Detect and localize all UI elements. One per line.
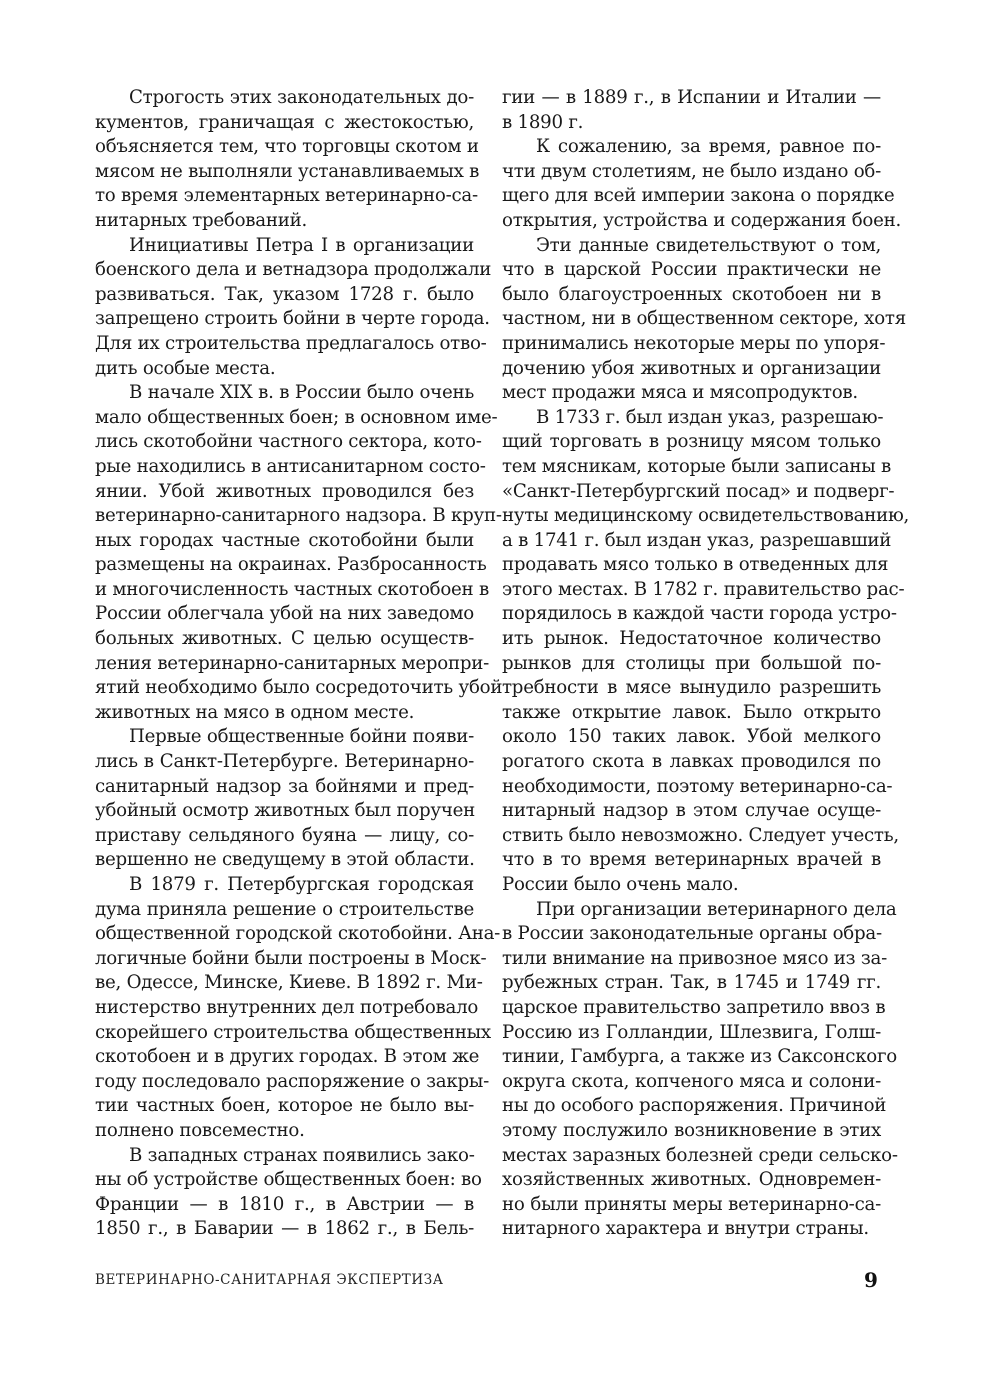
paragraph-first-line: В начале XIX в. в России было очень [129, 382, 474, 404]
text-line: этого местах. В 1782 г. правительство рас- [502, 578, 905, 600]
text-line: янии. Убой животных проводился без [95, 480, 474, 502]
text-line: году последовало распоряжение о закры- [95, 1070, 490, 1092]
text-line: а в 1741 г. был издан указ, разрешавший [502, 529, 892, 551]
text-line: частном, ни в общественном секторе, хотя [502, 308, 906, 330]
text-line: Россию из Голландии, Шлезвига, Голш- [502, 1021, 881, 1043]
text-line: щего для всей империи закона о порядке [502, 185, 895, 207]
text-line: санитарный надзор за бойнями и пред- [95, 775, 474, 797]
text-line: чти двум столетиям, не было издано об- [502, 160, 881, 182]
text-line: открытия, устройства и содержания боен. [502, 209, 902, 231]
text-line: Для их строительства предлагалось отво- [95, 332, 487, 354]
text-line: но были приняты меры ветеринарно-са- [502, 1193, 881, 1215]
text-line: нуты медицинскому освидетельствованию, [502, 505, 910, 527]
text-line: боенского дела и ветнадзора продолжали [95, 259, 492, 281]
text-line: этому послужило возникновение в этих [502, 1119, 881, 1141]
text-line: тинии, Гамбурга, а также из Саксонского [502, 1046, 897, 1068]
text-line: и многочисленность частных скотобоен в [95, 578, 489, 600]
text-line: необходимости, поэтому ветеринарно-са- [502, 775, 893, 797]
text-line: дочению убоя животных и организации [502, 357, 881, 379]
text-line: мест продажи мяса и мясопродуктов. [502, 382, 858, 404]
text-line: рогатого скота в лавках проводился по [502, 751, 881, 773]
text-line: ны до особого распоряжения. Причиной [502, 1095, 887, 1117]
text-line: рые находились в антисанитарном состо- [95, 455, 486, 477]
text-line: тии частных боен, которое не было вы- [95, 1095, 474, 1117]
text-line: ствить было невозможно. Следует учесть, [502, 824, 899, 846]
text-line: было благоустроенных скотобоен ни в [502, 283, 881, 305]
paragraph-first-line: К сожалению, за время, равное по- [536, 136, 881, 158]
text-line: полнено повсеместно. [95, 1119, 305, 1141]
text-line: мало общественных боен; в основном име- [95, 406, 498, 428]
text-line: порядилось в каждой части города устро- [502, 603, 897, 625]
text-line: ить рынок. Недостаточное количество [502, 628, 881, 650]
text-line: местах заразных болезней среди сельско- [502, 1144, 898, 1166]
text-line: объясняется тем, что торговцы скотом и [95, 136, 479, 158]
text-line: скотобоен и в других городах. В этом же [95, 1046, 480, 1068]
text-line: царское правительство запретило ввоз в [502, 996, 886, 1018]
text-line: России облегчала убой на них заведомо [95, 603, 474, 625]
paragraph-first-line: В западных странах появились зако- [129, 1144, 475, 1166]
text-line: лись в Санкт-Петербурге. Ветеринарно- [95, 751, 474, 773]
paragraph-first-line: При организации ветеринарного дела [536, 898, 897, 920]
text-line: щий торговать в розницу мясом только [502, 431, 881, 453]
text-line: общественной городской скотобойни. Ана- [95, 923, 501, 945]
text-line: убойный осмотр животных был поручен [95, 800, 476, 822]
text-line: дума приняла решение о строительстве [95, 898, 474, 920]
text-line: скорейшего строительства общественных [95, 1021, 491, 1043]
text-line: рубежных стран. Так, в 1745 и 1749 гг. [502, 972, 881, 994]
paragraph-first-line: Строгость этих законодательных до- [129, 87, 474, 108]
text-line: больных животных. С целью осуществ- [95, 628, 474, 650]
paragraph-first-line: Эти данные свидетельствуют о том, [536, 234, 881, 256]
text-line: России было очень мало. [502, 874, 739, 895]
text-line: гии — в 1889 г., в Испании и Италии — [502, 87, 881, 108]
text-line: приставу сельдяного буяна — лицу, со- [95, 824, 474, 846]
text-line: вершенно не сведущему в этой области. [95, 849, 475, 871]
text-line: что в то время ветеринарных врачей в [502, 849, 881, 871]
text-line: также открытие лавок. Было открыто [502, 701, 881, 723]
text-line: размещены на окраинах. Разбросанность [95, 554, 487, 576]
text-line: продавать мясо только в отведенных для [502, 554, 889, 576]
text-line: нитарного характера и внутри страны. [502, 1218, 869, 1240]
text-line: мясом не выполняли устанавливаемых в [95, 160, 480, 182]
text-line: ветеринарно-санитарного надзора. В круп- [95, 505, 502, 527]
text-line: требности в мясе вынудило разрешить [502, 677, 881, 699]
text-line: 1850 г., в Баварии — в 1862 г., в Бель- [95, 1218, 474, 1240]
text-line: ления ветеринарно-санитарных меропри- [95, 652, 489, 674]
text-line: лись скотобойни частного сектора, кото- [95, 431, 482, 453]
text-line: ны об устройстве общественных боен: во [95, 1169, 482, 1191]
text-line: нитарный надзор в этом случае осуще- [502, 800, 881, 822]
paragraph-first-line: В 1879 г. Петербургская городская [129, 874, 474, 895]
page-number: 9 [864, 1268, 878, 1292]
paragraph-first-line: Первые общественные бойни появи- [129, 726, 474, 748]
text-line: что в царской России практически не [502, 259, 881, 281]
text-line: логичные бойни были построены в Моск- [95, 947, 487, 969]
paragraph-first-line: Инициативы Петра I в организации [129, 234, 474, 256]
text-line: кументов, граничащая с жестокостью, [95, 111, 474, 133]
text-line: округа скота, копченого мяса и солони- [502, 1070, 881, 1092]
text-line: запрещено строить бойни в черте города. [95, 308, 490, 330]
text-line: «Санкт-Петербургский посад» и подверг- [502, 480, 895, 502]
text-line: рынков для столицы при большой по- [502, 652, 881, 674]
text-line: в России законодательные органы обра- [502, 923, 882, 945]
text-line: в 1890 г. [502, 111, 584, 133]
text-line: Франции — в 1810 г., в Австрии — в [95, 1193, 474, 1215]
text-line: нитарных требований. [95, 209, 308, 231]
text-line: тем мясникам, которые были записаны в [502, 455, 892, 477]
text-line: ных городах частные скотобойни были [95, 529, 474, 551]
text-line: ятий необходимо было сосредоточить убой [95, 677, 503, 699]
paragraph-first-line: В 1733 г. был издан указ, разрешаю- [536, 406, 884, 428]
text-line: животных на мясо в одном месте. [95, 701, 415, 723]
right-text-column [502, 86, 910, 1242]
text-line: тили внимание на привозное мясо из за- [502, 947, 888, 969]
running-footer-title: ВЕТЕРИНАРНО-САНИТАРНАЯ ЭКСПЕРТИЗА [95, 1272, 444, 1288]
text-line: ве, Одессе, Минске, Киеве. В 1892 г. Ми- [95, 972, 483, 994]
text-line: принимались некоторые меры по упоря- [502, 332, 886, 354]
text-line: развиваться. Так, указом 1728 г. было [95, 283, 474, 305]
text-line: хозяйственных животных. Одновремен- [502, 1169, 881, 1191]
text-line: около 150 таких лавок. Убой мелкого [502, 726, 881, 748]
text-line: то время элементарных ветеринарно-са- [95, 185, 478, 207]
text-line: дить особые места. [95, 357, 276, 379]
text-line: нистерство внутренних дел потребовало [95, 996, 479, 1018]
left-text-column [95, 86, 503, 1242]
